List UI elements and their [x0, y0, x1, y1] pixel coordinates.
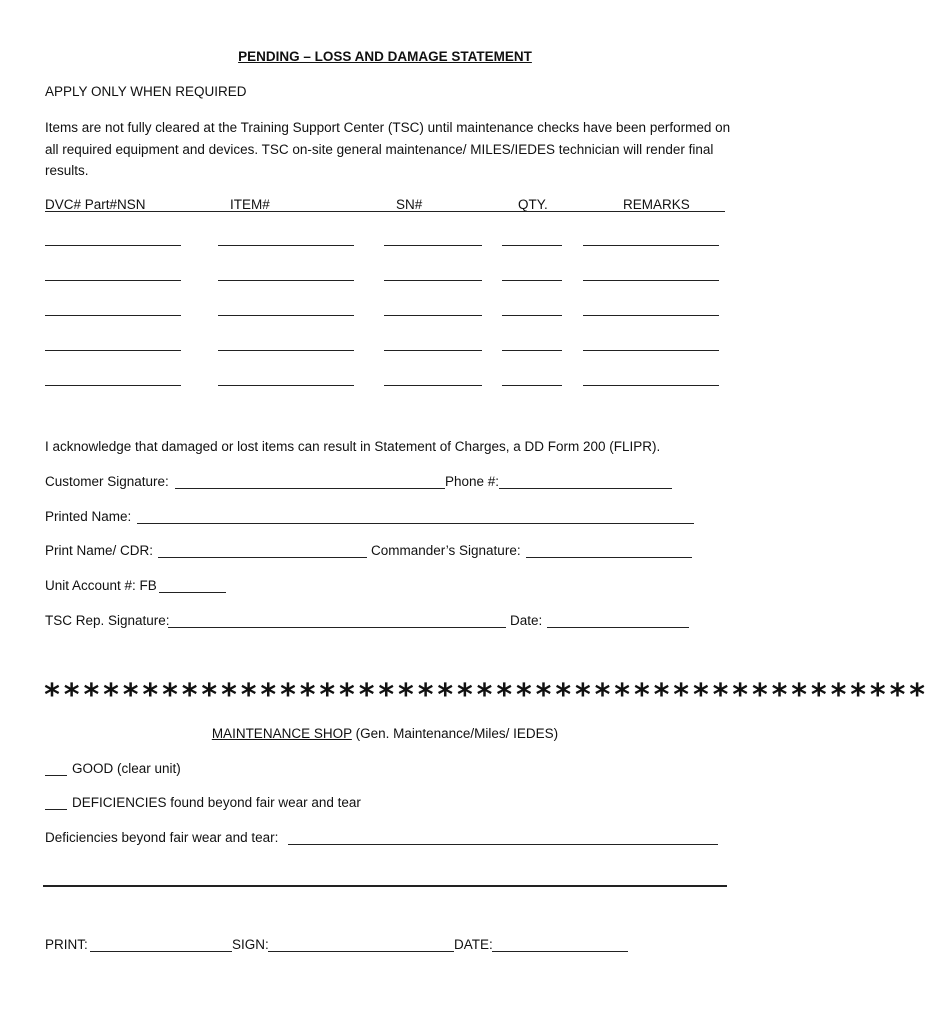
serial-number-field[interactable] [384, 245, 482, 246]
print-field[interactable] [90, 951, 232, 952]
item-number-field[interactable] [218, 385, 354, 386]
deficiencies-option-label: DEFICIENCIES found beyond fair wear and tear [72, 795, 361, 810]
phone-field[interactable] [499, 488, 672, 489]
table-header-underline [45, 211, 725, 212]
deficiencies-description-field[interactable] [288, 844, 718, 845]
asterisk-separator: ********************************************* [43, 678, 928, 713]
serial-number-field[interactable] [384, 315, 482, 316]
remarks-field[interactable] [583, 315, 719, 316]
quantity-field[interactable] [502, 245, 562, 246]
quantity-field[interactable] [502, 385, 562, 386]
column-header-dvc-part-nsn: DVC# Part#NSN [45, 197, 146, 212]
intro-paragraph: Items are not fully cleared at the Training Support Center (TSC) until maintenance checks have been performed on all required equipment and devices. TSC on-site general maintenance/ MILES/IEDES technician will render final results. [45, 120, 731, 178]
unit-account-label: Unit Account #: FB [45, 578, 157, 593]
remarks-field[interactable] [583, 385, 719, 386]
item-number-field[interactable] [218, 350, 354, 351]
phone-label: Phone #: [445, 474, 500, 489]
tsc-rep-signature-label: TSC Rep. Signature: [45, 613, 170, 628]
column-header-sn: SN# [396, 197, 423, 212]
customer-signature-field[interactable] [175, 488, 445, 489]
section-divider [43, 885, 727, 887]
dvc-part-nsn-field[interactable] [45, 280, 181, 281]
tsc-rep-signature-field[interactable] [168, 627, 506, 628]
sign-field[interactable] [268, 951, 454, 952]
dvc-part-nsn-field[interactable] [45, 385, 181, 386]
serial-number-field[interactable] [384, 385, 482, 386]
remarks-field[interactable] [583, 350, 719, 351]
remarks-field[interactable] [583, 245, 719, 246]
commanders-signature-label: Commander’s Signature: [371, 543, 521, 558]
unit-account-field[interactable] [159, 592, 226, 593]
quantity-field[interactable] [502, 280, 562, 281]
column-header-qty: QTY. [518, 197, 548, 212]
good-checkbox-blank[interactable] [45, 775, 67, 776]
maintenance-shop-heading [0, 726, 770, 741]
quantity-field[interactable] [502, 350, 562, 351]
serial-number-field[interactable] [384, 350, 482, 351]
footer-date-label: DATE: [454, 937, 493, 952]
dvc-part-nsn-field[interactable] [45, 350, 181, 351]
apply-note: APPLY ONLY WHEN REQUIRED [45, 84, 247, 99]
dvc-part-nsn-field[interactable] [45, 245, 181, 246]
customer-signature-label: Customer Signature: [45, 474, 169, 489]
column-header-remarks: REMARKS [623, 197, 690, 212]
remarks-field[interactable] [583, 280, 719, 281]
commanders-signature-field[interactable] [526, 557, 692, 558]
maintenance-shop-title: MAINTENANCE SHOP [211, 726, 352, 741]
good-option-label: GOOD (clear unit) [72, 761, 181, 776]
form-title: PENDING – LOSS AND DAMAGE STATEMENT [238, 49, 532, 64]
dvc-part-nsn-field[interactable] [45, 315, 181, 316]
print-name-cdr-field[interactable] [158, 557, 367, 558]
deficiencies-checkbox-blank[interactable] [45, 809, 67, 810]
item-number-field[interactable] [218, 280, 354, 281]
item-number-field[interactable] [218, 245, 354, 246]
date-label: Date: [510, 613, 543, 628]
print-name-cdr-label: Print Name/ CDR: [45, 543, 154, 558]
printed-name-label: Printed Name: [45, 509, 132, 524]
deficiencies-description-label: Deficiencies beyond fair wear and tear: [45, 830, 279, 845]
acknowledgement-text: I acknowledge that damaged or lost items can result in Statement of Charges, a DD Form 200 (FLIPR). [45, 439, 661, 454]
sign-label: SIGN: [232, 937, 269, 952]
date-field[interactable] [547, 627, 689, 628]
printed-name-field[interactable] [137, 523, 694, 524]
print-label: PRINT: [45, 937, 88, 952]
maintenance-shop-subtitle: (Gen. Maintenance/Miles/ IEDES) [351, 726, 559, 741]
serial-number-field[interactable] [384, 280, 482, 281]
item-number-field[interactable] [218, 315, 354, 316]
quantity-field[interactable] [502, 315, 562, 316]
footer-date-field[interactable] [492, 951, 628, 952]
column-header-item: ITEM# [230, 197, 270, 212]
